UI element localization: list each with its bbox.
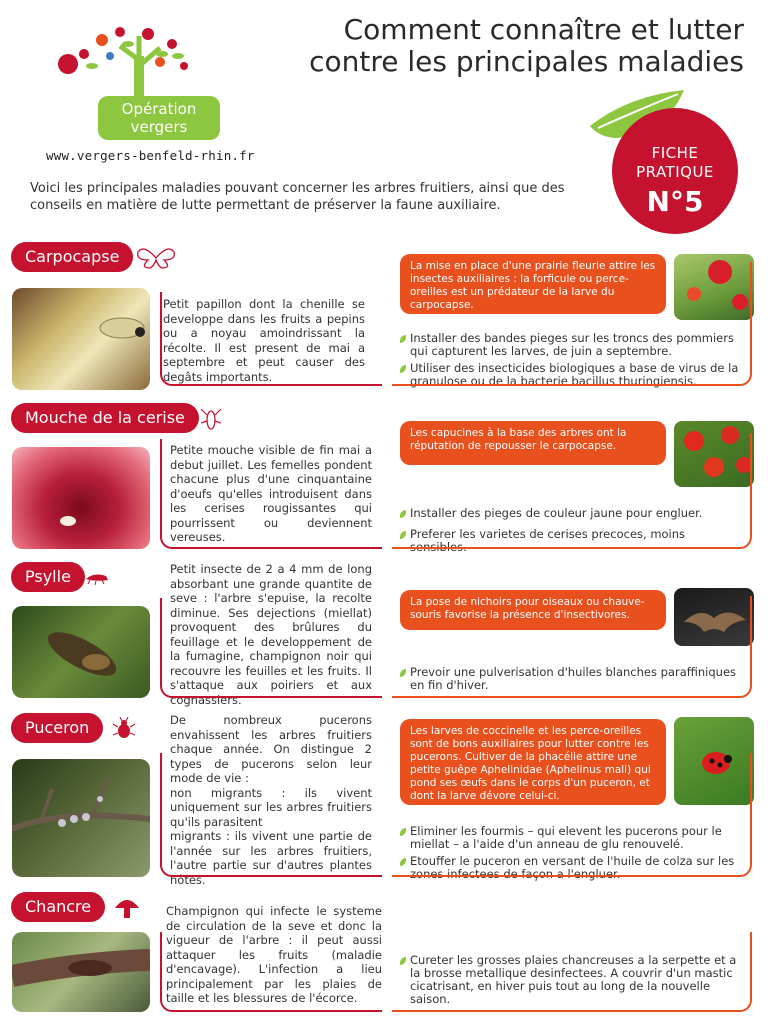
title-line2: contre les principales maladies [309,45,744,78]
fiche-number: N°5 [646,185,704,218]
section-title-pill: Puceron [11,713,103,743]
advice-box: Les capucines à la base des arbres ont la réputation de repousser le carpocapse. [400,421,666,465]
tip-item: Prevoir une pulverisation d'huiles blanches paraffiniques en fin d'hiver. [400,666,740,692]
photo-psylle [12,606,150,698]
tip-item: Installer des pieges de couleur jaune pour engluer. [400,507,740,520]
description: Petit papillon dont la chenille se developpe dans les fruits a pepins ou a noyau amoindrissant la récolte. Il est present de mai a septembre et peut causer des degâts importants. [163,297,365,384]
advice-box: La pose de nichoirs pour oiseaux ou chauve-souris favorise la présence d'insectivores. [400,590,666,630]
tip-item: Installer des bandes pieges sur les troncs des pommiers qui capturent les larves, de juin a septembre. [400,332,740,358]
photo-carpocapse [12,288,150,390]
description-frame [160,932,382,1012]
tips-frame [392,753,752,877]
advice-box: Les larves de coccinelle et les perce-oreilles sont de bons auxiliaires pour lutter contre les pucerons. Cultiver de la phacélie attire une petite guêpe Aphelinidae (Aphelinus mali) qui pond ses œufs dans le corps d'un puceron, et dont la larve dévore celui-ci. [400,719,666,805]
description: Petite mouche visible de fin mai a debut juillet. Les femelles pondent chacune plus d'une cinquantaine d'oeufs qu'elles introduisent dans les cerises rougissantes qui pourrissent ou deviennent vereuses. [170,443,372,544]
tips-frame [392,262,752,386]
page-title [309,14,744,78]
tips-frame [392,932,752,1012]
photo-chancre [12,932,150,1012]
section-title-pill: Psylle [11,562,85,592]
tip-item: Cureter les grosses plaies chancreuses a la serpette et a la brosse metallique desinfectees. A couvrir d'un mastic cicatrisant, en hiver puis tout au long de la nouvelle saison. [400,954,740,1006]
description-paragraph: De nombreux pucerons envahissent les arbres fruitiers chaque année. On distingue 2 types de pucerons selon leur mode de vie : [170,713,372,785]
tip-item: Etouffer le puceron en versant de l'huile de colza sur les zones infectees de façon a l'engluer. [400,855,740,881]
tip-item: Eliminer les fourmis – qui elevent les pucerons pour le miellat – a l'aide d'un anneau de glu renouvelé. [400,825,740,851]
website-link[interactable]: www.vergers-benfeld-rhin.fr [46,148,255,163]
description-frame [160,598,382,698]
psyllid-icon [84,570,110,586]
section-title-pill: Chancre [11,892,105,922]
description-paragraph: non migrants : ils vivent uniquement sur les arbres fruitiers qu'ils parasitent [170,785,372,829]
description-frame [160,292,382,386]
photo-mouche-cerise [12,447,150,549]
fiche-badge [612,108,738,234]
intro-text: Voici les principales maladies pouvant concerner les arbres fruitiers, ainsi que des conseils en matière de lutte permettant de préserver la faune auxiliaire. [30,181,565,213]
fiche-label-line2: PRATIQUE [636,163,714,181]
tip-item: Preferer les varietes de cerises precoces, moins sensibles. [400,528,740,554]
logo-badge [98,96,220,140]
description-frame [160,753,382,877]
description-paragraph: migrants : ils vivent une partie de l'année sur les arbres fruitiers, l'autre partie sur d'autres plantes hôtes. [170,829,372,887]
fiche-label-line1: FICHE [651,144,699,162]
aphid-icon [112,717,136,741]
tree-logo-icon [50,26,230,96]
description-frame [160,439,382,549]
title-line1: Comment connaître et lutter [343,13,744,46]
tips-frame [392,433,752,549]
description: Champignon qui infecte le systeme de circulation de la seve et donc la vigueur de l'arbre : il peut aussi attaquer les fruits (maladie d'encavage). L'infection a lieu principalement par les plaies de taille et les blessures de l'écorce. [166,904,382,1005]
logo-text-line2: vergers [130,118,188,136]
logo [50,26,230,144]
tips-frame [392,596,752,698]
description: Petit insecte de 2 a 4 mm de long absorbant une grande quantite de seve : l'arbre s'epuise, la recolte diminue. Ses dejections (miellat) provoquent des brûlures du feuillage et le developpement de la fumagine, champignon noir qui recouvre les feuilles et les fruits. Il s'attaque aux poiriers et aux cognassiers. [170,562,372,707]
advice-box: La mise en place d'une prairie fleurie attire les insectes auxiliaires : la forficule ou perce-oreilles est un prédateur de la larve du carpocapse. [400,254,666,314]
photo-puceron [12,759,150,877]
section-title-pill: Carpocapse [11,242,133,272]
fly-icon [200,405,222,433]
section-title-pill: Mouche de la cerise [11,403,199,433]
tip-item: Utiliser des insecticides biologiques a base de virus de la granulose ou de la bacterie bacillus thuringiensis. [400,362,740,388]
mushroom-icon [114,896,140,920]
butterfly-icon [136,246,176,270]
logo-text-line1: Opération [121,100,197,118]
